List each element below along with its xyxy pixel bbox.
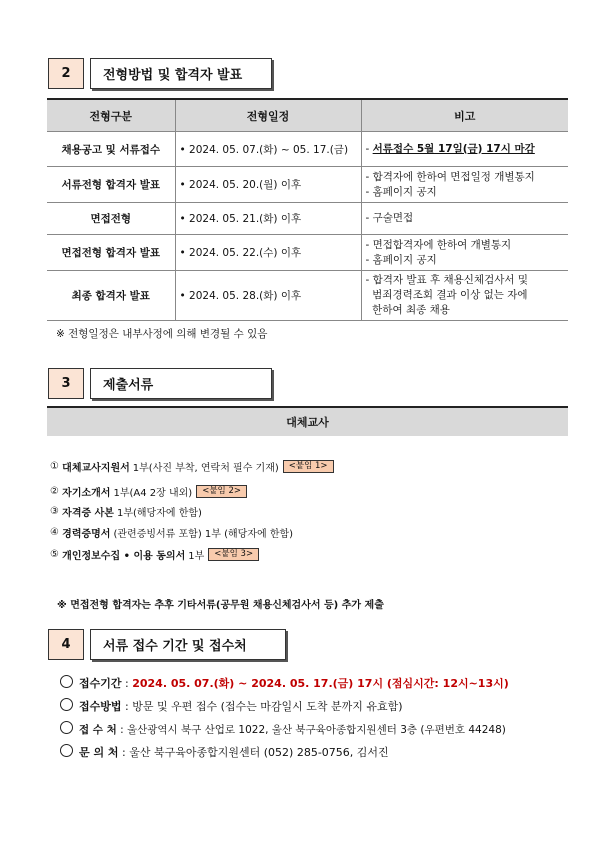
stage-cell: 최종 합격자 발표 bbox=[47, 271, 175, 321]
table-row bbox=[47, 203, 568, 235]
section-title: 서류 접수 기간 및 접수처 bbox=[90, 629, 286, 660]
date-cell: • 2024. 05. 20.(월) 이후 bbox=[175, 167, 361, 203]
list-item: ① 대체교사지원서 1부(사진 부착, 연락처 필수 기재) <붙임 1> bbox=[50, 459, 334, 474]
schedule-table bbox=[47, 98, 568, 321]
table-row bbox=[47, 235, 568, 271]
section-number: 4 bbox=[48, 629, 84, 660]
deadline-text: 서류접수 5월 17일(금) 17시 마감 bbox=[372, 142, 535, 155]
remark-cell: - 면접합격자에 한하여 개별통지 - 홈페이지 공지 bbox=[361, 235, 568, 271]
attachment-badge: <붙임 2> bbox=[196, 485, 247, 498]
attachment-badge: <붙임 1> bbox=[283, 460, 334, 473]
section-number: 3 bbox=[48, 368, 84, 399]
date-cell: • 2024. 05. 28.(화) 이후 bbox=[175, 271, 361, 321]
list-item: ③ 자격증 사본 1부(해당자에 한함) bbox=[50, 506, 202, 519]
section-4-header bbox=[48, 629, 286, 660]
list-item: ② 자기소개서 1부(A4 2장 내외) <붙임 2> bbox=[50, 484, 247, 499]
table-row bbox=[47, 132, 568, 167]
info-line-period: 접수기간 : 2024. 05. 07.(화) ~ 2024. 05. 17.(금) 17시 (점심시간: 12시~13시) bbox=[60, 675, 509, 691]
remark-cell: - 합격자 발표 후 채용신체검사서 및 범죄경력조회 결과 이상 없는 자에 한하여 최종 채용 bbox=[361, 271, 568, 321]
attachment-badge: <붙임 3> bbox=[208, 548, 259, 561]
remark-cell: - 구술면접 bbox=[361, 203, 568, 235]
info-line-method: 접수방법 : 방문 및 우편 접수 (접수는 마감일시 도착 분까지 유효함) bbox=[60, 698, 403, 714]
table-row bbox=[47, 167, 568, 203]
column-header: 비고 bbox=[361, 99, 568, 132]
stage-cell: 서류전형 합격자 발표 bbox=[47, 167, 175, 203]
stage-cell: 채용공고 및 서류접수 bbox=[47, 132, 175, 167]
info-line-contact: 문 의 처 : 울산 북구육아종합지원센터 (052) 285-0756, 김서진 bbox=[60, 744, 389, 760]
stage-cell: 면접전형 bbox=[47, 203, 175, 235]
info-line-address: 접 수 처 : 울산광역시 북구 산업로 1022, 울산 북구육아종합지원센터 3층 (우편번호 44248) bbox=[60, 721, 506, 737]
table-header-row bbox=[47, 99, 568, 132]
stage-cell: 면접전형 합격자 발표 bbox=[47, 235, 175, 271]
section-2-header bbox=[48, 58, 272, 89]
document-note: ※ 면접전형 합격자는 추후 기타서류(공무원 채용신체검사서 등) 추가 제출 bbox=[57, 600, 384, 611]
list-item: ⑤ 개인정보수집 • 이용 동의서 1부 <붙임 3> bbox=[50, 547, 259, 562]
date-cell: • 2024. 05. 07.(화) ~ 05. 17.(금) bbox=[175, 132, 361, 167]
schedule-note: ※ 전형일정은 내부사정에 의해 변경될 수 있음 bbox=[56, 328, 268, 340]
circle-bullet-icon bbox=[60, 698, 73, 711]
section-number: 2 bbox=[48, 58, 84, 89]
circle-bullet-icon bbox=[60, 744, 73, 757]
section-title: 제출서류 bbox=[90, 368, 272, 399]
circle-bullet-icon bbox=[60, 721, 73, 734]
date-cell: • 2024. 05. 22.(수) 이후 bbox=[175, 235, 361, 271]
circle-bullet-icon bbox=[60, 675, 73, 688]
date-cell: • 2024. 05. 21.(화) 이후 bbox=[175, 203, 361, 235]
remark-cell: - 합격자에 한하여 면접일정 개별통지 - 홈페이지 공지 bbox=[361, 167, 568, 203]
column-header: 전형구분 bbox=[47, 99, 175, 132]
document-category-bar: 대체교사 bbox=[47, 406, 568, 436]
list-item: ④ 경력증명서 (관련증빙서류 포함) 1부 (해당자에 한함) bbox=[50, 527, 294, 540]
section-3-header bbox=[48, 368, 272, 399]
column-header: 전형일정 bbox=[175, 99, 361, 132]
table-row bbox=[47, 271, 568, 321]
remark-cell: - 서류접수 5월 17일(금) 17시 마감 bbox=[361, 132, 568, 167]
section-title: 전형방법 및 합격자 발표 bbox=[90, 58, 272, 89]
